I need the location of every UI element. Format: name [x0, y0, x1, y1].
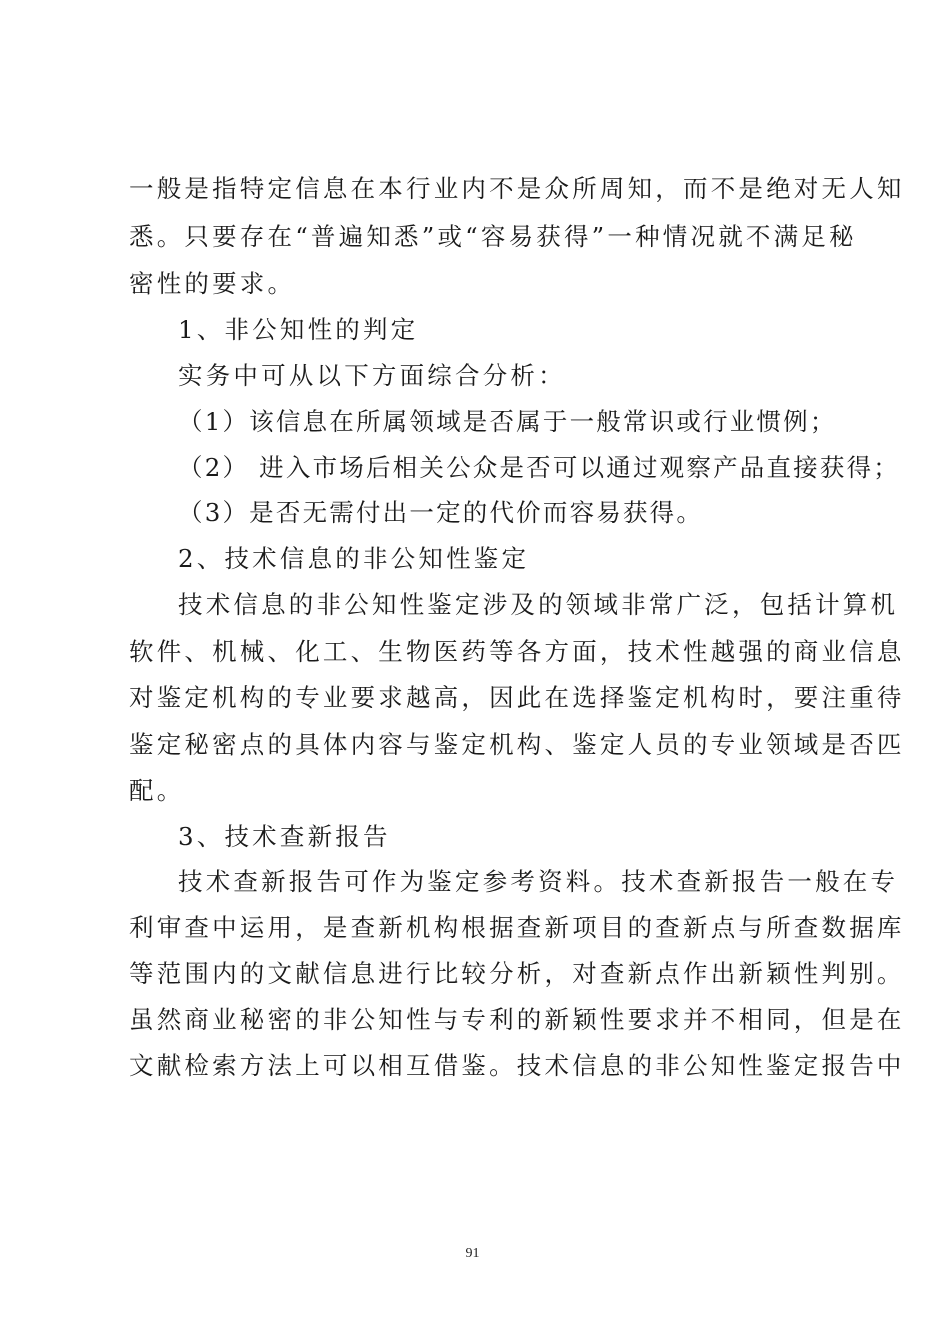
- paragraph-2-line-5: 配。: [129, 776, 185, 805]
- paragraph-1-line-3: 密性的要求。: [129, 269, 296, 298]
- heading-2: 2、技术信息的非公知性鉴定: [178, 544, 530, 573]
- criterion-2: （2） 进入市场后相关公众是否可以通过观察产品直接获得；: [178, 453, 900, 482]
- heading-3: 3、技术查新报告: [178, 822, 391, 851]
- criterion-1: （1）该信息在所属领域是否属于一般常识或行业惯例；: [178, 407, 837, 436]
- paragraph-2-line-3: 对鉴定机构的专业要求越高，因此在选择鉴定机构时，要注重待: [129, 683, 905, 712]
- page-number: 91: [465, 1246, 480, 1261]
- paragraph-3-line-5: 文献检索方法上可以相互借鉴。技术信息的非公知性鉴定报告中: [129, 1051, 905, 1080]
- heading-1: 1、非公知性的判定: [178, 315, 419, 344]
- paragraph-1-line-2: 悉。只要存在“普遍知悉”或“容易获得”一种情况就不满足秘: [129, 222, 857, 251]
- criterion-3: （3）是否无需付出一定的代价而容易获得。: [178, 498, 704, 527]
- paragraph-3-line-2: 利审查中运用，是查新机构根据查新项目的查新点与所查数据库: [129, 913, 905, 942]
- paragraph-2-line-1: 技术信息的非公知性鉴定涉及的领域非常广泛，包括计算机: [178, 590, 899, 619]
- paragraph-3-line-1: 技术查新报告可作为鉴定参考资料。技术查新报告一般在专: [178, 867, 899, 896]
- intro-1: 实务中可从以下方面综合分析：: [178, 361, 566, 390]
- paragraph-3-line-4: 虽然商业秘密的非公知性与专利的新颖性要求并不相同，但是在: [129, 1005, 905, 1034]
- paragraph-1-line-1: 一般是指特定信息在本行业内不是众所周知，而不是绝对无人知: [129, 174, 905, 203]
- paragraph-2-line-2: 软件、机械、化工、生物医药等各方面，技术性越强的商业信息: [129, 637, 905, 666]
- paragraph-3-line-3: 等范围内的文献信息进行比较分析，对查新点作出新颖性判别。: [129, 959, 905, 988]
- paragraph-2-line-4: 鉴定秘密点的具体内容与鉴定机构、鉴定人员的专业领域是否匹: [129, 730, 905, 759]
